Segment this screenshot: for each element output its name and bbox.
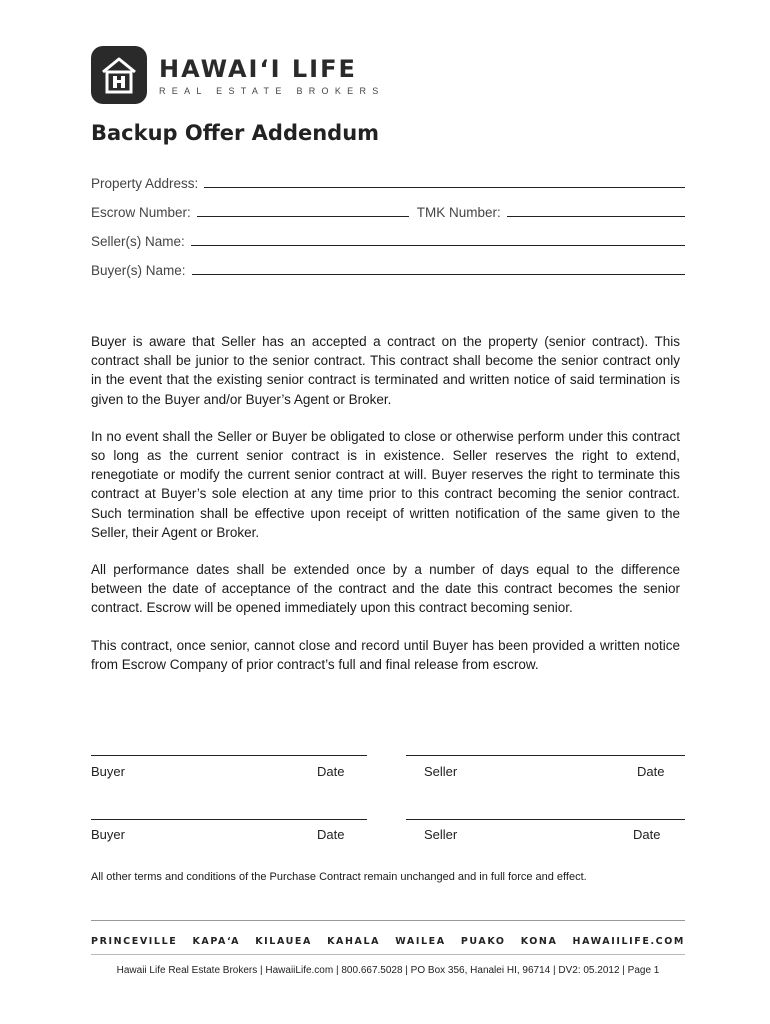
buyers-name-line[interactable] [192, 274, 685, 275]
paragraph-performance-dates: All performance dates shall be extended once by a number of days equal to the difference between the date of acceptance of the contract and the date this contract becomes the senior contract. Escrow will be opened immediately upon this contract becoming senior. [91, 562, 680, 616]
brand-tagline: REAL ESTATE BROKERS [159, 85, 385, 96]
seller-signature-line-1[interactable] [406, 755, 685, 756]
paragraph-escrow-release: This contract, once senior, cannot close and record until Buyer has been provided a written notice from Escrow Company of prior contract’s full and final release from escrow. [91, 637, 680, 672]
brand-logo [91, 45, 385, 105]
seller-date-label-1: Date [637, 764, 665, 779]
property-address-field[interactable] [91, 171, 685, 191]
buyer-label-2: Buyer [91, 827, 125, 842]
website-link: HAWAIILIFE.COM [572, 936, 685, 947]
location-kilauea: KILAUEA [255, 936, 312, 947]
sellers-name-line[interactable] [191, 245, 685, 246]
brand-name: HAWAI‘I LIFE [159, 54, 357, 83]
escrow-number-line[interactable] [197, 216, 409, 217]
tmk-number-line[interactable] [507, 216, 685, 217]
sellers-name-label: Seller(s) Name: [91, 234, 185, 249]
location-puako: PUAKO [460, 936, 506, 947]
seller-label-1: Seller [424, 764, 458, 779]
addendum-body [91, 332, 680, 692]
terms-note: All other terms and conditions of the Purchase Contract remain unchanged and in full force and effect. [91, 871, 587, 883]
sellers-name-field[interactable] [91, 229, 685, 249]
property-address-label: Property Address: [91, 176, 199, 191]
location-kahala: KAHALA [327, 936, 381, 947]
buyer-date-label-2: Date [317, 827, 345, 842]
buyers-name-field[interactable] [91, 258, 685, 278]
page-footer: Hawaii Life Real Estate Brokers | HawaiiLife.com | 800.667.5028 | PO Box 356, Hanalei HI, 96714 | DV2: 05.2012 | Page 1 [116, 965, 660, 976]
seller-date-label-2: Date [633, 827, 661, 842]
buyers-name-label: Buyer(s) Name: [91, 263, 186, 278]
paragraph-obligations: In no event shall the Seller or Buyer be obligated to close or otherwise perform under this contract so long as the current senior contract is in existence. Seller reserves the right to extend, renegotiate or modify the current senior contract at will. Buyer reserves the right to terminate this contract at Buyer’s sole election at any time prior to this contract becoming the senior contract. Such termination shall be effective upon receipt of written notification of the same given to the Seller, their Agent or Broker. [91, 428, 680, 540]
buyer-label-1: Buyer [91, 764, 125, 779]
buyer-signature-line-1[interactable] [91, 755, 367, 756]
paragraph-senior-contract: Buyer is aware that Seller has an accepted a contract on the property (senior contract). This contract shall be junior to the senior contract. This contract shall become the senior contract only in the event that the existing senior contract is terminated and written notice of said termination is given to the Buyer and/or Buyer’s Agent or Broker. [91, 334, 680, 407]
escrow-number-label: Escrow Number: [91, 205, 191, 220]
page-title: Backup Offer Addendum [91, 121, 380, 145]
location-wailea: WAILEA [395, 936, 446, 947]
seller-signature-line-2[interactable] [406, 819, 685, 820]
footer-divider [91, 920, 685, 921]
property-address-line[interactable] [204, 187, 685, 188]
location-kona: KONA [520, 936, 558, 947]
office-locations [91, 936, 685, 947]
seller-label-2: Seller [424, 827, 458, 842]
house-icon [91, 46, 147, 104]
location-princeville: PRINCEVILLE [91, 936, 178, 947]
footer-divider-2 [91, 954, 685, 955]
buyer-signature-line-2[interactable] [91, 819, 367, 820]
location-kapaa: KAPA‘A [192, 936, 241, 947]
tmk-number-label: TMK Number: [416, 205, 501, 220]
buyer-date-label-1: Date [317, 764, 345, 779]
escrow-tmk-row [91, 200, 685, 220]
